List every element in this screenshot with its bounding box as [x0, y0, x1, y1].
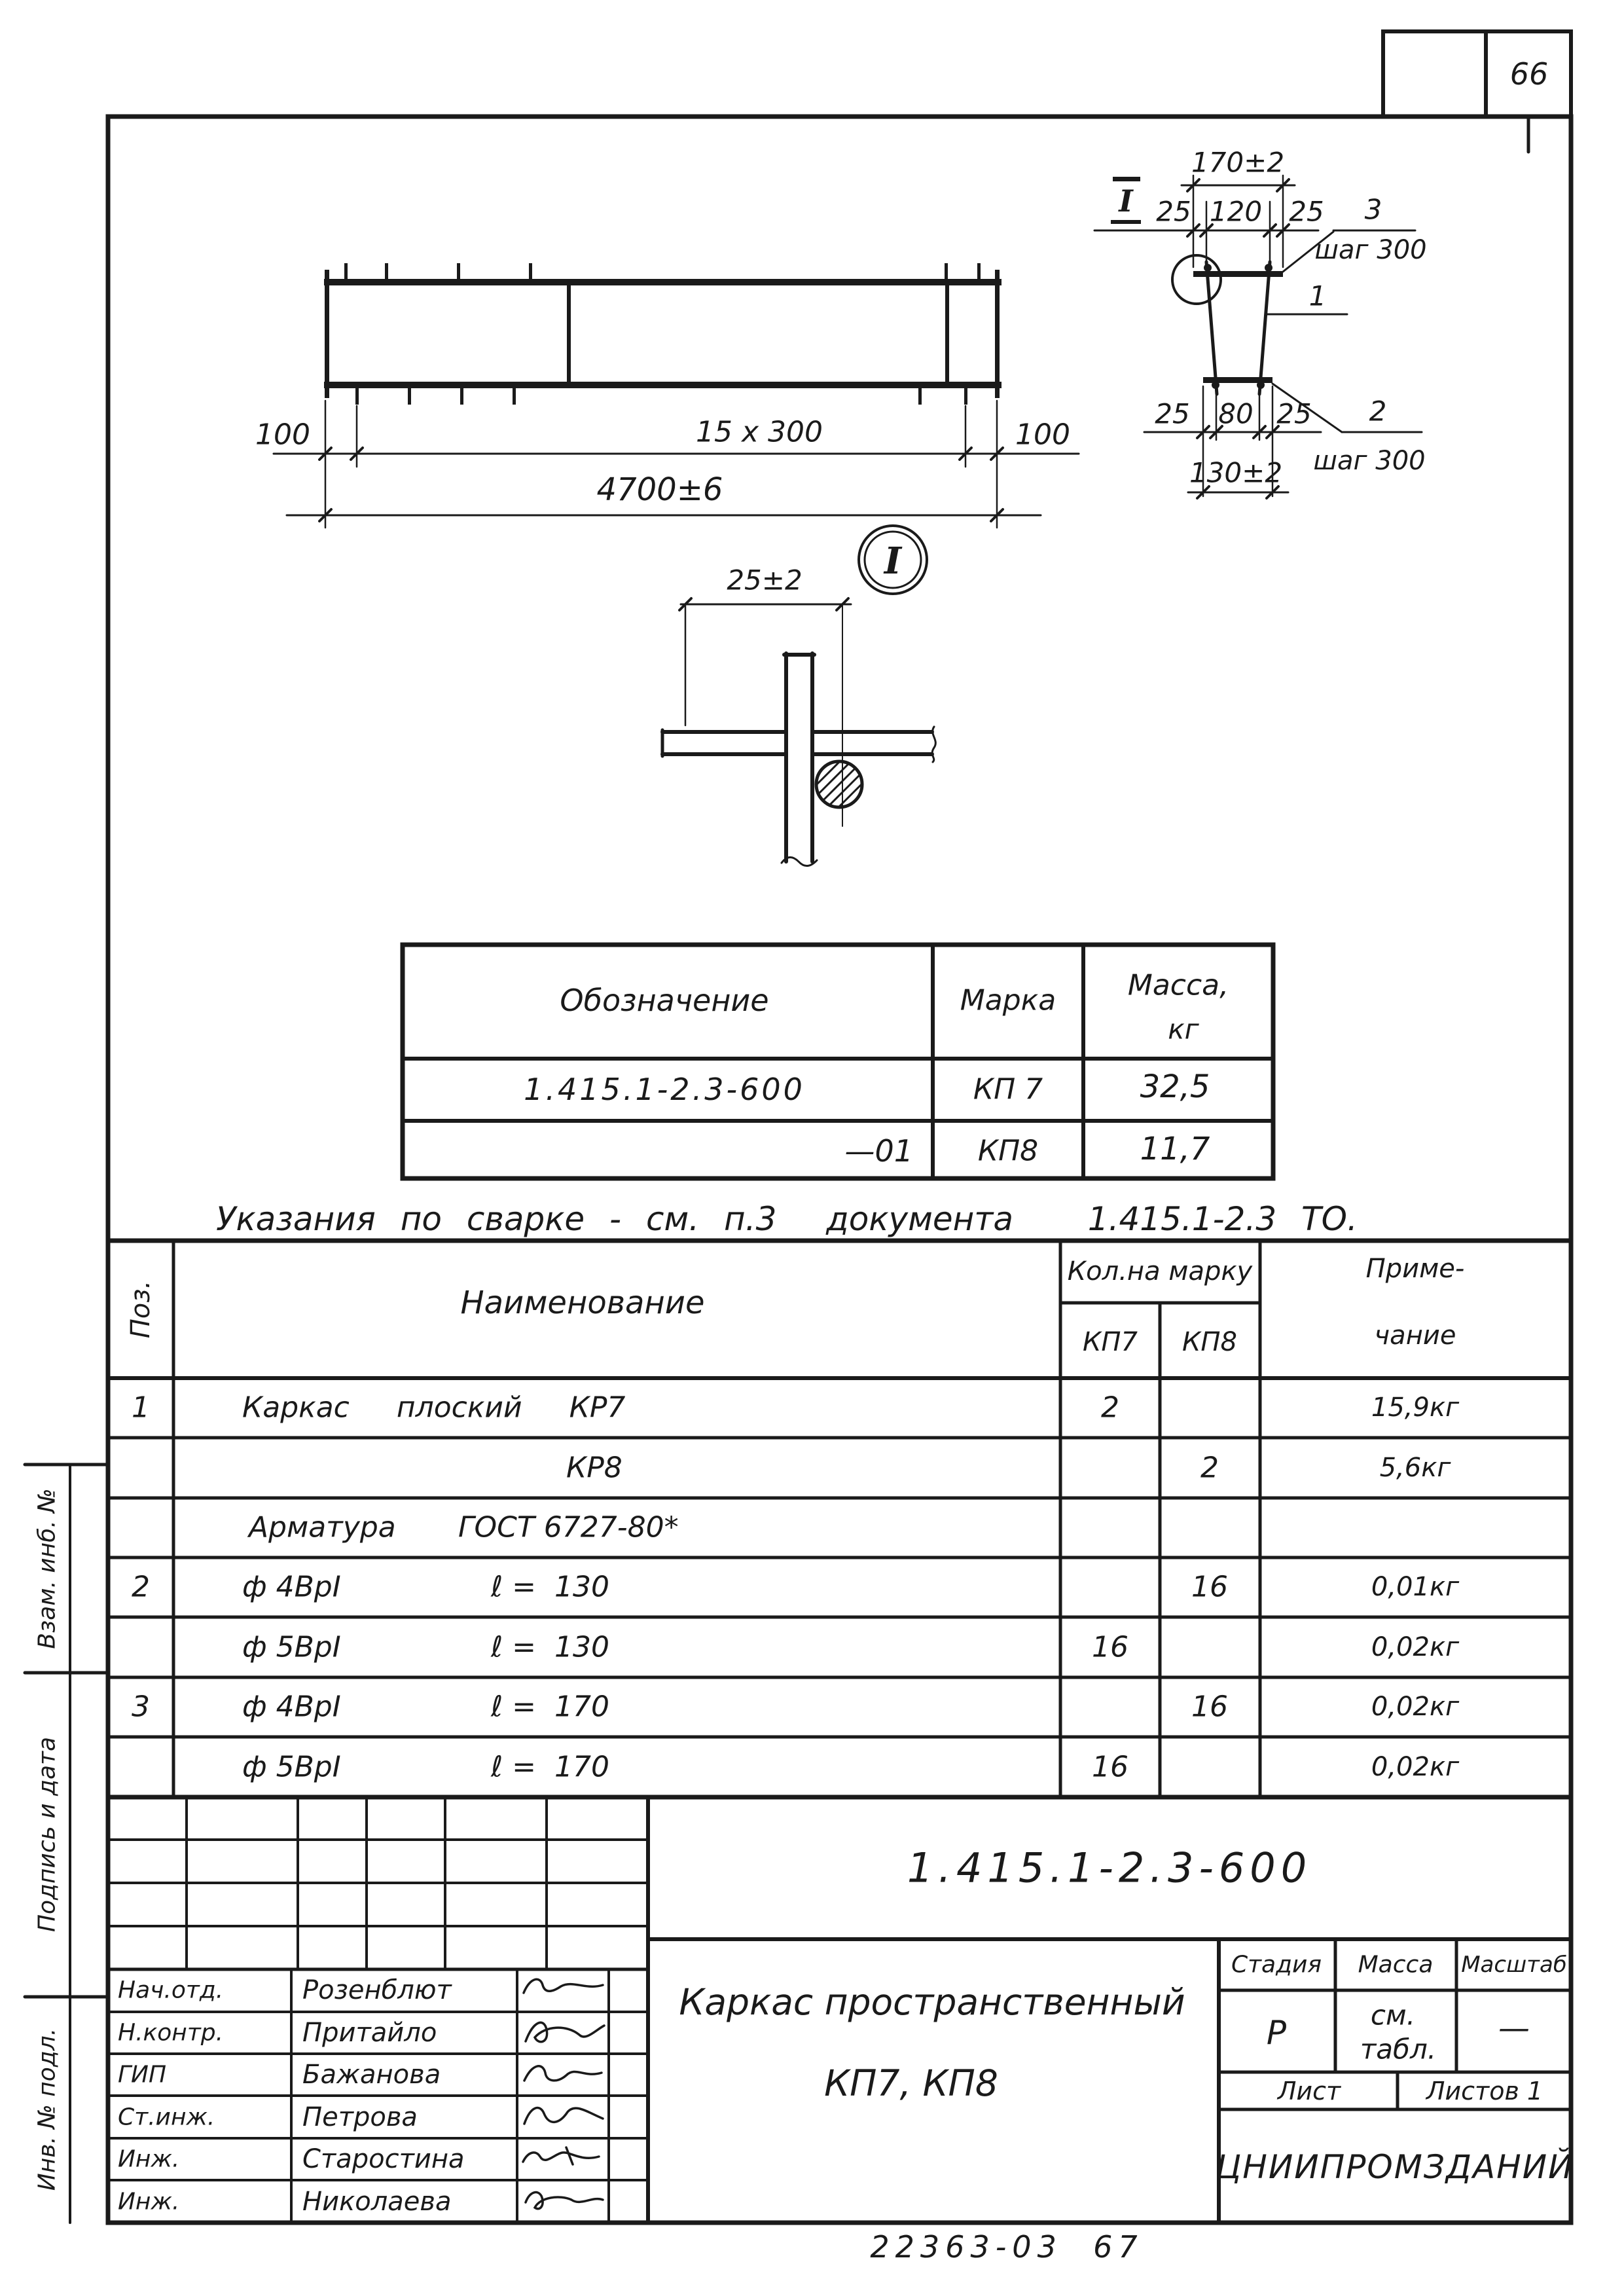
spec-header-qty: Кол.на марку — [1067, 1256, 1253, 1286]
spec-row-qty-kp7: 16 — [1092, 1630, 1128, 1664]
dim-130pm2: 130±2 — [1189, 456, 1283, 489]
sheets-total-label: Листов 1 — [1426, 2077, 1543, 2105]
mass-value-line2: табл. — [1360, 2033, 1437, 2066]
sig-name: Старостина — [302, 2144, 465, 2174]
sig-role: Инж. — [118, 2188, 180, 2215]
spec-header-kp7: КП7 — [1083, 1327, 1138, 1357]
signature-scribble — [520, 2057, 607, 2091]
sig-role: Н.контр. — [118, 2019, 224, 2047]
spec-row-poz: 3 — [132, 1690, 150, 1724]
spec-row-length: ℓ = 130 — [491, 1630, 609, 1664]
spec-row-gost: ГОСТ 6727-80* — [458, 1510, 679, 1544]
drawing-title-line1: Каркас пространственный — [679, 1981, 1185, 2023]
scale-value: — — [1498, 2010, 1530, 2047]
dim-15x300: 15 х 300 — [696, 415, 823, 449]
signature-scribble — [520, 2183, 607, 2217]
stage-value: Р — [1266, 2014, 1287, 2052]
spec-row-note: 0,02кг — [1371, 1692, 1460, 1722]
stage-label: Стадия — [1231, 1951, 1322, 1978]
dim-100-left: 100 — [255, 418, 310, 452]
spec-row-qty-kp7: 2 — [1101, 1391, 1119, 1425]
spec-row-note: 0,02кг — [1371, 1632, 1460, 1662]
spec-row-qty-kp8: 2 — [1200, 1451, 1219, 1485]
sheet-label: Лист — [1277, 2077, 1341, 2105]
sig-name: Притайло — [302, 2018, 437, 2048]
margin-stamp-podpis: Подпись и дата — [33, 1736, 61, 1933]
signature-scribble — [520, 2015, 607, 2049]
signature-scribble — [520, 1972, 607, 2006]
sig-name: Бажанова — [302, 2060, 441, 2090]
spec-row-length: ℓ = 170 — [491, 1750, 609, 1784]
drawing-title-line2: КП7, КП8 — [824, 2062, 998, 2104]
dim-bot-25a: 25 — [1155, 397, 1190, 430]
section-mark: I — [1119, 183, 1133, 219]
marktable-header-mass-units: кг — [1168, 1013, 1199, 1046]
dim-bot-25b: 25 — [1276, 397, 1312, 430]
spec-header-kp8: КП8 — [1182, 1327, 1237, 1357]
signature-scribble — [520, 2099, 607, 2133]
marktable-row-mass: 32,5 — [1140, 1068, 1210, 1105]
spec-row-length: ℓ = 170 — [491, 1690, 609, 1724]
spec-row-name: КР8 — [566, 1451, 623, 1485]
sig-name: Николаева — [302, 2187, 452, 2217]
marktable-row2-designation: —01 — [844, 1133, 913, 1169]
spec-header-note2: чание — [1374, 1321, 1456, 1351]
mass-label: Масса — [1358, 1951, 1434, 1978]
sig-name: Петрова — [302, 2102, 418, 2132]
spec-header-name: Наименование — [460, 1285, 705, 1321]
sig-role: Ст.инж. — [118, 2104, 215, 2131]
doc-number: 1.415.1-2.3-600 — [907, 1844, 1312, 1892]
dim-100-right: 100 — [1015, 418, 1070, 452]
pos-3-note: шаг 300 — [1314, 235, 1427, 265]
spec-row-qty-kp8: 16 — [1191, 1690, 1228, 1724]
spec-header-note1: Приме- — [1365, 1254, 1465, 1284]
spec-row-note: 0,02кг — [1371, 1752, 1460, 1782]
sig-role: Инж. — [118, 2145, 180, 2173]
spec-row-note: 0,01кг — [1371, 1572, 1460, 1602]
sig-role: Нач.отд. — [118, 1977, 224, 2004]
dim-25pm2: 25±2 — [727, 564, 803, 596]
spec-row-poz: 2 — [132, 1570, 150, 1604]
spec-row-name: Арматура — [249, 1510, 396, 1544]
signature-scribble — [520, 2141, 607, 2175]
pos-3-label: 3 — [1364, 193, 1382, 226]
dim-170pm2: 170±2 — [1191, 146, 1285, 179]
organization-name: ЦНИИПРОМЗДАНИЙ — [1216, 2148, 1574, 2186]
marktable-row2-mark: КП8 — [977, 1134, 1039, 1168]
spec-row-name: ф 5ВрI — [242, 1750, 341, 1784]
footer-order-code: 22363-03 67 — [870, 2229, 1144, 2265]
dim-bot-80: 80 — [1218, 397, 1254, 430]
spec-row-note: 5,6кг — [1379, 1453, 1451, 1483]
spec-row-qty-kp7: 16 — [1092, 1750, 1128, 1784]
mass-value-line1: см. — [1370, 1999, 1416, 2032]
spec-row-name: ф 5ВрI — [242, 1630, 341, 1664]
spec-row-name: ф 4ВрI — [242, 1570, 341, 1604]
weld-note: Указания по сварке - см. п.3 документа 1.415.1-2.3 ТО. — [216, 1200, 1358, 1238]
sig-name: Розенблют — [302, 1975, 452, 2005]
spec-row-qty-kp8: 16 — [1191, 1570, 1228, 1604]
margin-stamp-inv: Инв. № подл. — [33, 2028, 61, 2191]
spec-row-poz: 1 — [132, 1391, 150, 1425]
marktable-row-mark: КП 7 — [973, 1072, 1043, 1106]
spec-row-note: 15,9кг — [1371, 1393, 1460, 1423]
pos-2-note: шаг 300 — [1313, 446, 1426, 476]
marktable-header-mark: Марка — [960, 983, 1056, 1017]
dim-top-25b: 25 — [1289, 195, 1324, 228]
dim-top-25a: 25 — [1156, 195, 1191, 228]
pos-1-label: 1 — [1308, 280, 1327, 312]
spec-row-length: ℓ = 130 — [491, 1570, 609, 1604]
dim-top-120: 120 — [1209, 195, 1263, 228]
sig-role: ГИП — [118, 2061, 167, 2088]
detail-ref-label: I — [884, 539, 902, 583]
sheet-number: 66 — [1509, 56, 1549, 92]
marktable-header-designation: Обозначение — [560, 983, 769, 1018]
marktable-row2-mass: 11,7 — [1140, 1131, 1210, 1167]
marktable-row-designation: 1.415.1-2.3-600 — [524, 1072, 805, 1107]
dim-4700: 4700±6 — [596, 471, 723, 508]
margin-stamp-vzam: Взам. инб. № — [33, 1488, 61, 1649]
scale-label: Масштаб — [1461, 1952, 1567, 1978]
spec-row-name: Каркас плоский КР7 — [242, 1391, 626, 1425]
spec-header-poz: Поз. — [126, 1280, 156, 1339]
spec-row-name: ф 4ВрI — [242, 1690, 341, 1724]
pos-2-label: 2 — [1369, 395, 1387, 428]
marktable-header-mass: Масса, — [1127, 968, 1229, 1002]
